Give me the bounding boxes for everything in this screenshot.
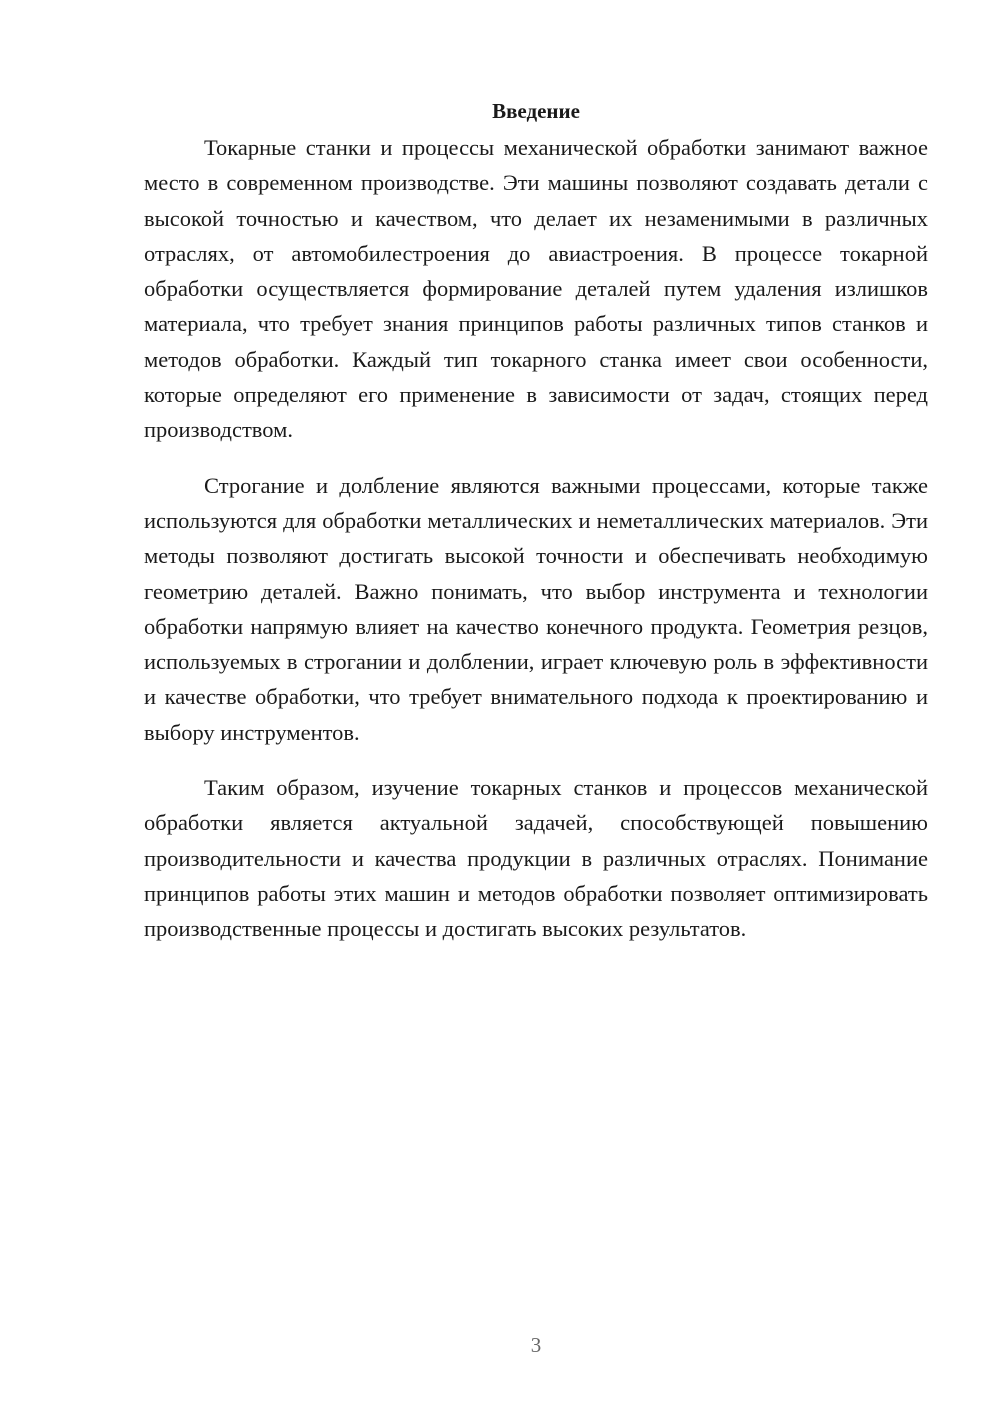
paragraph-3: Таким образом, изучение токарных станков и процессов механической обработки является актуальной задачей, способствующей повышению производительности и качества продукции в различных отраслях. Понимание принципов работы этих машин и методов обработки позволяет оптимизировать производственные процессы и достигать высоких результатов. bbox=[144, 775, 928, 942]
paragraph-1: Токарные станки и процессы механической обработки занимают важное место в современном производстве. Эти машины позволяют создавать детали с высокой точностью и качеством, что делает их незаменимыми в различных отраслях, от автомобилестроения до авиастроения. В процессе токарной обработки осуществляется формирование деталей путем удаления излишков материала, что требует знания принципов работы различных типов станков и методов обработки. Каждый тип токарного станка имеет свои особенности, которые определяют его применение в зависимости от задач, стоящих перед производством. bbox=[144, 135, 928, 443]
paragraph-2: Строгание и долбление являются важными процессами, которые также используются для обработки металлических и неметаллических материалов. Эти методы позволяют достигать высокой точности и обеспечивать необходимую геометрию деталей. Важно понимать, что выбор инструмента и технологии обработки напрямую влияет на качество конечного продукта. Геометрия резцов, используемых в строгании и долблении, играет ключевую роль в эффективности и качестве обработки, что требует внимательного подхода к проектированию и выбору инструментов. bbox=[144, 472, 928, 745]
page-number: 3 bbox=[530, 1333, 542, 1357]
section-title: Введение bbox=[492, 99, 580, 123]
page-content bbox=[144, 96, 928, 967]
